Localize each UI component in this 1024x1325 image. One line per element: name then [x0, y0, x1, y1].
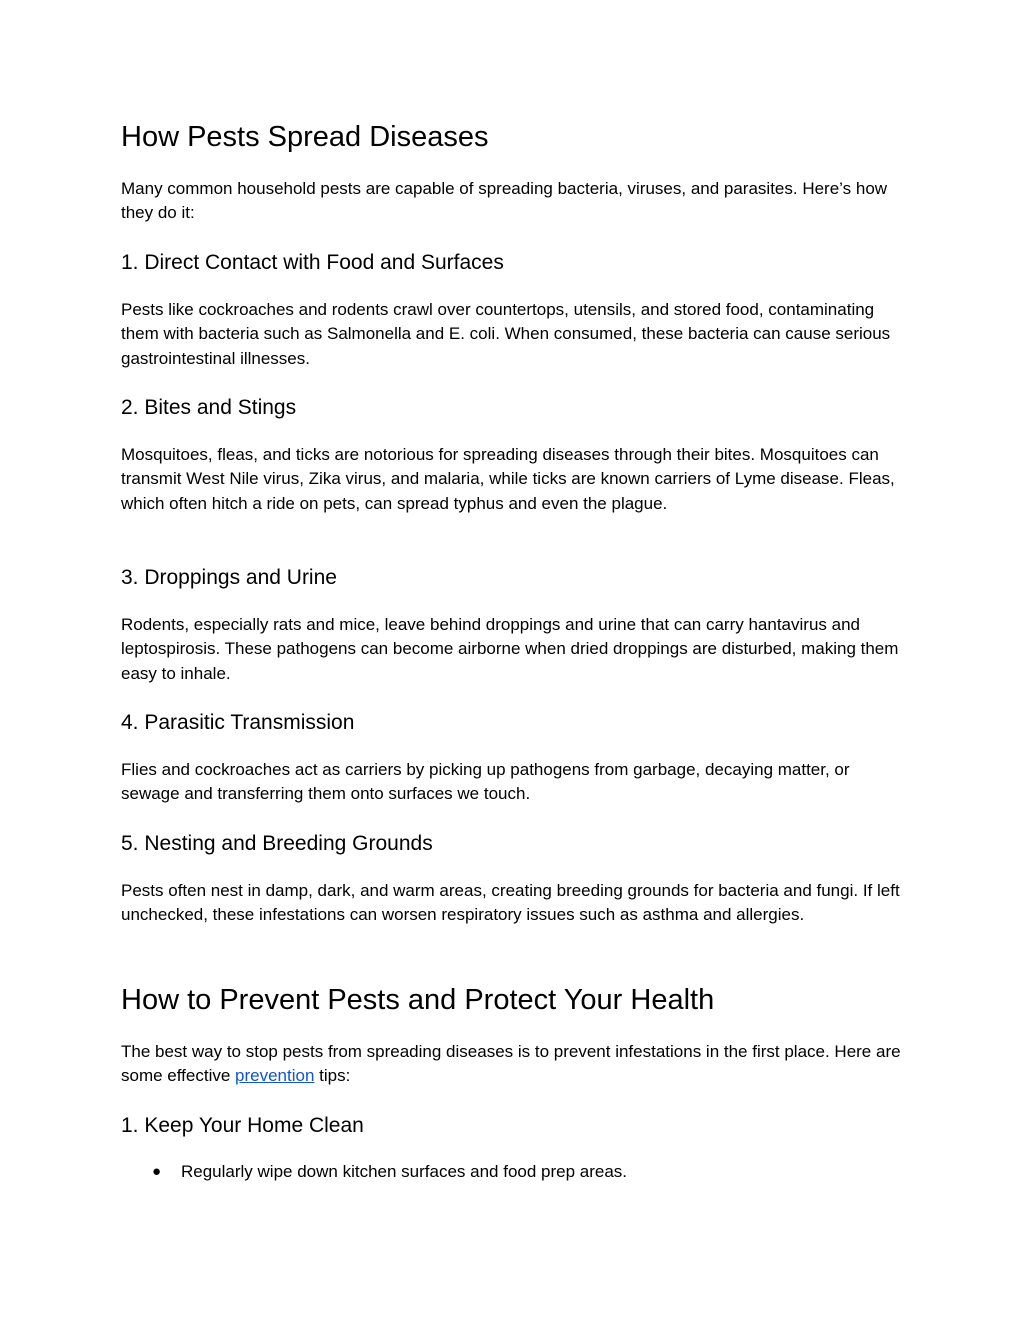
body-nesting-breeding: Pests often nest in damp, dark, and warm areas, creating breeding grounds for bacteria and fungi. If left unchecked, these infestations can worsen respiratory issues such as asthma and allergies.	[121, 881, 900, 925]
intro-text-before-link: The best way to stop pests from spreading diseases is to prevent infestations in the first place. Here are some effective	[121, 1042, 901, 1086]
heading-bites-stings: 2. Bites and Stings	[121, 396, 297, 419]
body-direct-contact: Pests like cockroaches and rodents crawl over countertops, utensils, and stored food, contaminating them with bacteria such as Salmonella and E. coli. When consumed, these bacteria can cause serious gastrointestinal illnesses.	[121, 300, 891, 368]
section-intro-prevent	[121, 1040, 901, 1089]
heading-droppings-urine: 3. Droppings and Urine	[121, 566, 337, 589]
body-parasitic-transmission: Flies and cockroaches act as carriers by picking up pathogens from garbage, decaying matter, or sewage and transferring them onto surfaces we touch.	[121, 760, 850, 804]
heading-nesting-breeding: 5. Nesting and Breeding Grounds	[121, 832, 433, 855]
list-item-text: Regularly wipe down kitchen surfaces and food prep areas.	[181, 1162, 628, 1181]
body-droppings-urine: Rodents, especially rats and mice, leave behind droppings and urine that can carry hantavirus and leptospirosis. These pathogens can become airborne when dried droppings are disturbed, making them easy to inhale.	[121, 615, 899, 683]
intro-text-after-link: tips:	[314, 1066, 351, 1086]
heading-parasitic-transmission: 4. Parasitic Transmission	[121, 711, 355, 734]
section-title-prevent: How to Prevent Pests and Protect Your Health	[121, 984, 715, 1016]
prevention-link[interactable]: prevention	[235, 1066, 315, 1086]
heading-keep-home-clean: 1. Keep Your Home Clean	[121, 1114, 364, 1137]
heading-direct-contact: 1. Direct Contact with Food and Surfaces	[121, 251, 504, 274]
section-title-spread: How Pests Spread Diseases	[121, 121, 489, 153]
bullet-icon: ●	[152, 1163, 162, 1180]
section-intro-spread: Many common household pests are capable of spreading bacteria, viruses, and parasites. Here’s how they do it:	[121, 179, 888, 223]
body-bites-stings: Mosquitoes, fleas, and ticks are notorious for spreading diseases through their bites. Mosquitoes can transmit West Nile virus, Zika virus, and malaria, while ticks are known carriers of Lyme disease. Fleas, which often hitch a ride on pets, can spread typhus and even the plague.	[121, 445, 895, 513]
